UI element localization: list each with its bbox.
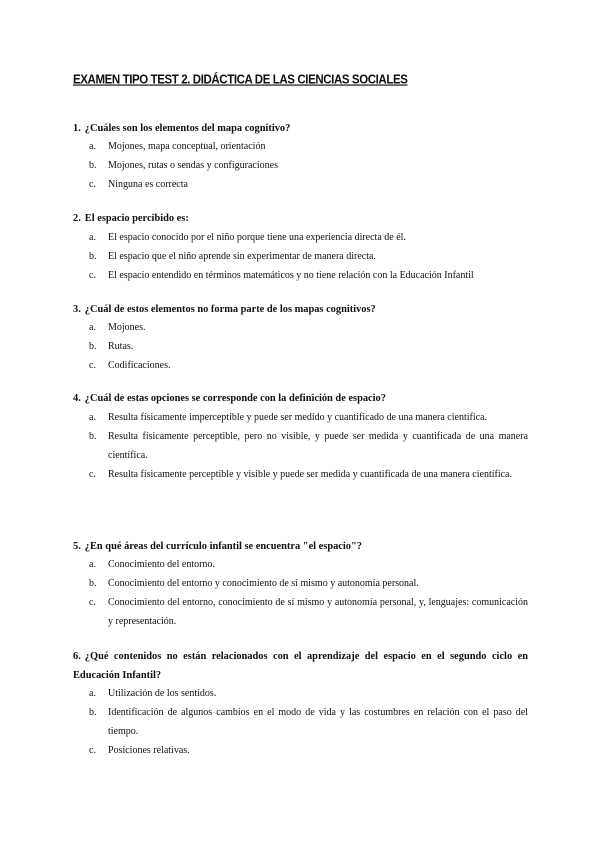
question-6-options xyxy=(73,684,528,760)
question-number: 2. xyxy=(73,213,81,224)
question-3-options xyxy=(73,318,528,375)
option-c xyxy=(73,356,528,375)
option-b xyxy=(73,574,528,593)
option-text: Identificación de algunos cambios en el modo de vida y las costumbres en relación con el paso del tiempo. xyxy=(108,707,528,737)
option-text: El espacio que el niño aprende sin experimentar de manera directa. xyxy=(108,251,376,262)
option-marker: b. xyxy=(89,341,97,352)
option-c xyxy=(73,593,528,631)
option-marker: b. xyxy=(89,251,97,262)
option-b xyxy=(73,156,528,175)
option-a xyxy=(73,684,528,703)
option-text: Mojones, rutas o sendas y configuraciones xyxy=(108,160,278,171)
question-6 xyxy=(73,647,528,685)
option-a xyxy=(73,555,528,574)
option-text: El espacio conocido por el niño porque tiene una experiencia directa de él. xyxy=(108,232,406,243)
question-2-options xyxy=(73,228,528,285)
question-number: 5. xyxy=(73,541,81,552)
question-number: 3. xyxy=(73,304,81,315)
option-marker: a. xyxy=(89,322,96,333)
option-marker: a. xyxy=(89,688,96,699)
question-1-options xyxy=(73,137,528,194)
option-text: Ninguna es correcta xyxy=(108,179,188,190)
question-4-options xyxy=(73,408,528,484)
question-5 xyxy=(73,537,528,556)
question-text: ¿Cuáles son los elementos del mapa cognitivo? xyxy=(84,123,291,134)
option-a xyxy=(73,137,528,156)
option-text: Mojones, mapa conceptual, orientación xyxy=(108,141,266,152)
option-text: Posiciones relativas. xyxy=(108,745,190,756)
option-b xyxy=(73,247,528,266)
option-text: Resulta físicamente perceptible, pero no visible, y puede ser medida y cuantificada de una manera científica. xyxy=(108,431,528,461)
question-number: 6. xyxy=(73,651,81,662)
option-text: Conocimiento del entorno y conocimiento de sí mismo y autonomía personal. xyxy=(108,578,419,589)
option-marker: c. xyxy=(89,745,96,756)
option-marker: a. xyxy=(89,141,96,152)
question-text: ¿Cuál de estos elementos no forma parte de los mapas cognitivos? xyxy=(84,304,376,315)
option-b xyxy=(73,337,528,356)
option-text: Conocimiento del entorno, conocimiento de sí mismo y autonomía personal, y, lenguajes: comunicación y representación. xyxy=(108,597,528,627)
option-marker: b. xyxy=(89,578,97,589)
question-number: 1. xyxy=(73,123,81,134)
option-text: Rutas. xyxy=(108,341,134,352)
option-text: El espacio entendido en términos matemáticos y no tiene relación con la Educación Infantil xyxy=(108,270,474,281)
question-1 xyxy=(73,119,528,138)
option-a xyxy=(73,228,528,247)
question-text: El espacio percibido es: xyxy=(84,213,189,224)
option-marker: c. xyxy=(89,597,96,608)
exam-title: EXAMEN TIPO TEST 2. DIDÁCTICA DE LAS CIENCIAS SOCIALES xyxy=(73,73,408,87)
question-4 xyxy=(73,389,528,408)
option-c xyxy=(73,266,528,285)
option-b xyxy=(73,703,528,741)
option-marker: b. xyxy=(89,431,97,442)
option-marker: c. xyxy=(89,469,96,480)
option-marker: a. xyxy=(89,559,96,570)
question-text: ¿Qué contenidos no están relacionados con el aprendizaje del espacio en el segundo ciclo en Educación Infantil? xyxy=(73,651,528,681)
question-3 xyxy=(73,300,528,319)
option-marker: c. xyxy=(89,179,96,190)
option-c xyxy=(73,741,528,760)
option-text: Utilización de los sentidos. xyxy=(108,688,217,699)
option-text: Conocimiento del entorno. xyxy=(108,559,215,570)
question-2 xyxy=(73,209,528,228)
option-marker: a. xyxy=(89,232,96,243)
option-marker: b. xyxy=(89,160,97,171)
option-marker: c. xyxy=(89,360,96,371)
option-a xyxy=(73,408,528,427)
question-number: 4. xyxy=(73,393,81,404)
option-c xyxy=(73,465,528,484)
option-text: Resulta físicamente imperceptible y puede ser medido y cuantificado de una manera científica. xyxy=(108,412,488,423)
option-c xyxy=(73,175,528,194)
option-text: Codificaciones. xyxy=(108,360,171,371)
option-text: Resulta físicamente perceptible y visible y puede ser medida y cuantificada de una manera científica. xyxy=(108,469,512,480)
question-text: ¿En qué áreas del currículo infantil se encuentra "el espacio"? xyxy=(84,541,362,552)
question-text: ¿Cuál de estas opciones se corresponde con la definición de espacio? xyxy=(84,393,386,404)
option-marker: a. xyxy=(89,412,96,423)
option-text: Mojones. xyxy=(108,322,146,333)
question-5-options xyxy=(73,555,528,631)
option-marker: c. xyxy=(89,270,96,281)
option-b xyxy=(73,427,528,465)
option-marker: b. xyxy=(89,707,97,718)
option-a xyxy=(73,318,528,337)
